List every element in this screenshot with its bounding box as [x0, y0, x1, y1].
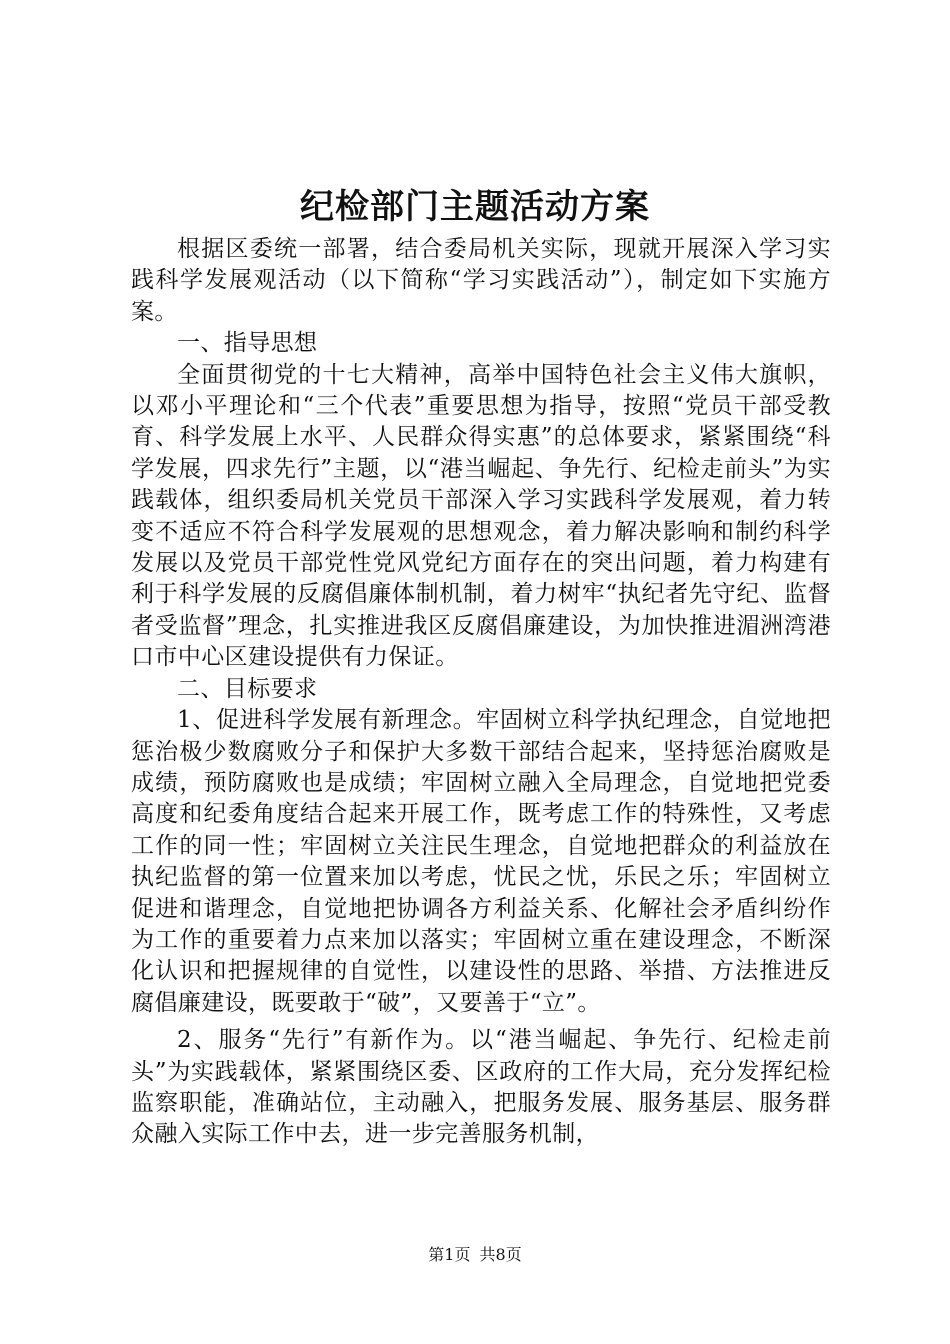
page-number: 第1页 [428, 1245, 471, 1264]
guiding-ideology-paragraph: 全面贯彻党的十七大精神，高举中国特色社会主义伟大旗帜，以邓小平理论和“三个代表”重要思想为指导，按照“党员干部受教育、科学发展上水平、人民群众得实惠”的总体要求，紧紧围绕“科学发展，四求先行”主题，以“港当崛起、争先行、纪检走前头”为实践载体，组织委局机关党员干部深入学习实践科学发展观，着力转变不适应不符合科学发展观的思想观念，着力解决影响和制约科学发展以及党员干部党性党风党纪方面存在的突出问题，着力构建有利于科学发展的反腐倡廉体制机制，着力树牢“执纪者先守纪、监督者受监督”理念，扎实推进我区反腐倡廉建设，为加快推进湄洲湾港口市中心区建设提供有力保证。 [131, 361, 831, 671]
section-heading-goals: 二、目标要求 [177, 675, 318, 702]
page-total: 共8页 [479, 1245, 522, 1264]
page-footer [0, 1244, 950, 1266]
document-body [131, 234, 831, 1151]
goal-item-1-paragraph: 1、促进科学发展有新理念。牢固树立科学执纪理念，自觉地把惩治极少数腐败分子和保护大多数干部结合起来，坚持惩治腐败是成绩，预防腐败也是成绩；牢固树立融入全局理念，自觉地把党委高度和纪委角度结合起来开展工作，既考虑工作的特殊性，又考虑工作的同一性；牢固树立关注民生理念，自觉地把群众的利益放在执纪监督的第一位置来加以考虑，忧民之忧，乐民之乐；牢固树立促进和谐理念，自觉地把协调各方利益关系、化解社会矛盾纠纷作为工作的重要着力点来加以落实；牢固树立重在建设理念，不断深化认识和把握规律的自觉性，以建设性的思路、举措、方法推进反腐倡廉建设，既要敢于“破”，又要善于“立”。 [131, 707, 831, 1016]
document-title: 纪检部门主题活动方案 [300, 187, 650, 227]
section-heading-guiding-ideology: 一、指导思想 [177, 330, 318, 357]
intro-paragraph: 根据区委统一部署，结合委局机关实际，现就开展深入学习实践科学发展观活动（以下简称“学习实践活动”），制定如下实施方案。 [131, 236, 831, 325]
goal-item-2-paragraph: 2、服务“先行”有新作为。以“港当崛起、争先行、纪检走前头”为实践载体，紧紧围绕区委、区政府的工作大局，充分发挥纪检监察职能，准确站位，主动融入，把服务发展、服务基层、服务群众融入实际工作中去，进一步完善服务机制， [131, 1027, 831, 1148]
